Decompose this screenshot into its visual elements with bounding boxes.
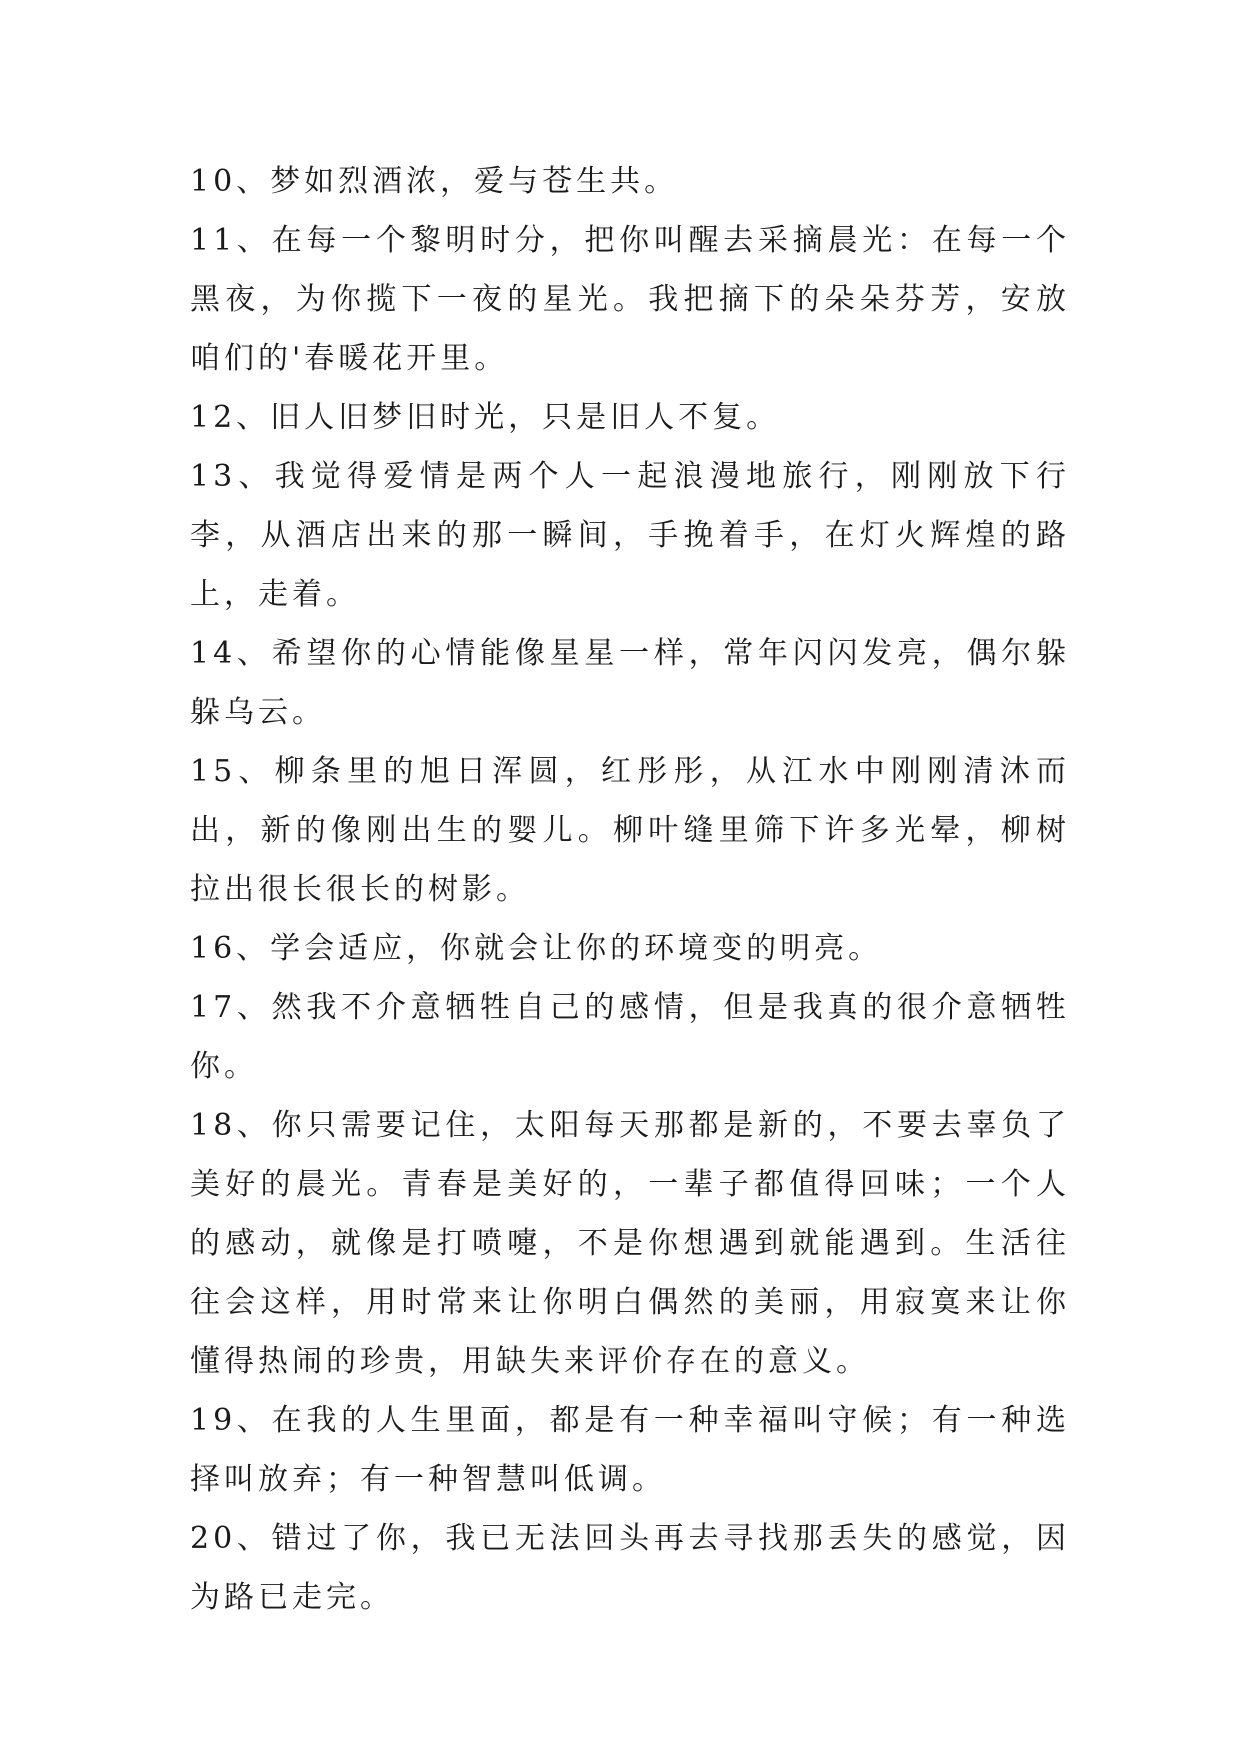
list-item: 13、我觉得爱情是两个人一起浪漫地旅行，刚刚放下行李，从酒店出来的那一瞬间，手挽着手，在灯火辉煌的路上，走着。 (190, 459, 1070, 612)
list-item: 16、学会适应，你就会让你的环境变的明亮。 (190, 931, 883, 966)
list-item: 10、梦如烈酒浓，爱与苍生共。 (190, 164, 679, 199)
document-body (190, 152, 1070, 1627)
list-item: 15、柳条里的旭日浑圆，红彤彤，从江水中刚刚清沐而出，新的像刚出生的婴儿。柳叶缝里筛下许多光晕，柳树拉出很长很长的树影。 (190, 754, 1070, 907)
list-item: 18、你只需要记住，太阳每天那都是新的，不要去辜负了美好的晨光。青春是美好的，一辈子都值得回味；一个人的感动，就像是打喷嚏，不是你想遇到就能遇到。生活往往会这样，用时常来让你明白偶然的美丽，用寂寞来让你懂得热闹的珍贵，用缺失来评价存在的意义。 (190, 1108, 1070, 1379)
list-item: 17、然我不介意牺牲自己的感情，但是我真的很介意牺牲你。 (190, 990, 1070, 1084)
list-item: 12、旧人旧梦旧时光，只是旧人不复。 (190, 400, 781, 435)
list-item: 19、在我的人生里面，都是有一种幸福叫守候；有一种选择叫放弃；有一种智慧叫低调。 (190, 1403, 1070, 1497)
list-item: 20、错过了你，我已无法回头再去寻找那丢失的感觉，因为路已走完。 (190, 1521, 1070, 1615)
list-item: 14、希望你的心情能像星星一样，常年闪闪发亮，偶尔躲躲乌云。 (190, 636, 1070, 730)
list-item: 11、在每一个黎明时分，把你叫醒去采摘晨光：在每一个黑夜，为你揽下一夜的星光。我把摘下的朵朵芬芳，安放咱们的'春暖花开里。 (190, 223, 1070, 376)
